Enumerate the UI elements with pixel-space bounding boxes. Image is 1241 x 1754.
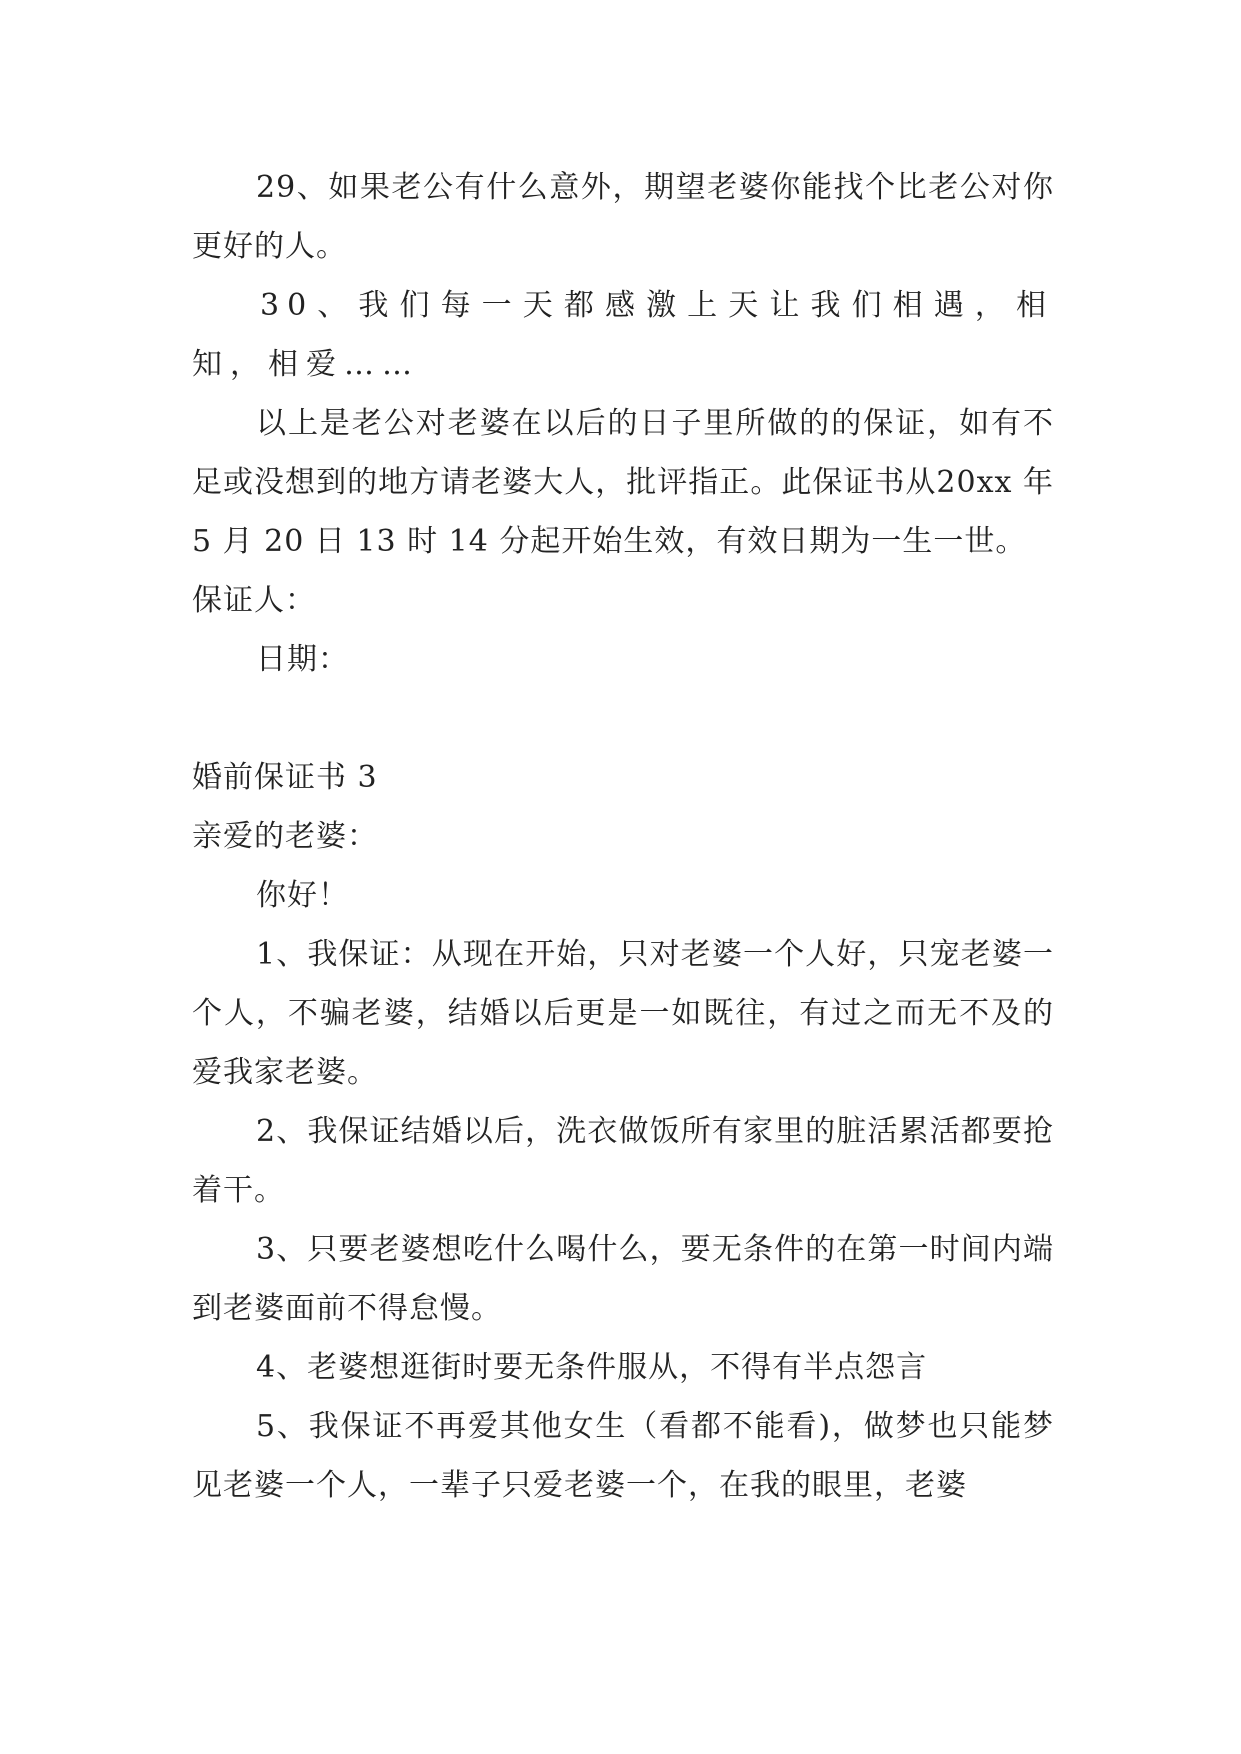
greeting: 你好！ (256, 878, 349, 913)
document-body (192, 158, 1054, 1515)
paragraph-item-30: 30、我们每一天都感激上天让我们相遇，相知，相爱…… (192, 288, 1054, 382)
list-item: 1、我保证：从现在开始，只对老婆一个人好，只宠老婆一个人，不骗老婆，结婚以后更是一如既往，有过之而无不及的爱我家老婆。 (192, 937, 1054, 1090)
salutation: 亲爱的老婆： (192, 819, 378, 854)
paragraph-item-29: 29、如果老公有什么意外，期望老婆你能找个比老公对你更好的人。 (192, 170, 1054, 264)
paragraph-summary: 以上是老公对老婆在以后的日子里所做的的保证，如有不足或没想到的地方请老婆大人，批评指正。此保证书从20xx 年 5 月 20 日 13 时 14 分起开始生效，有效日期为一生一世。 (192, 406, 1054, 559)
date-label: 日期： (256, 642, 349, 677)
list-item: 2、我保证结婚以后，洗衣做饭所有家里的脏活累活都要抢着干。 (192, 1114, 1054, 1208)
list-item: 5、我保证不再爱其他女生（看都不能看)，做梦也只能梦见老婆一个人，一辈子只爱老婆一个，在我的眼里，老婆 (192, 1409, 1054, 1503)
list-item: 3、只要老婆想吃什么喝什么，要无条件的在第一时间内端到老婆面前不得怠慢。 (192, 1232, 1054, 1326)
list-item: 4、老婆想逛街时要无条件服从，不得有半点怨言 (256, 1350, 928, 1385)
section-title: 婚前保证书 3 (192, 760, 378, 795)
guarantor-label: 保证人： (192, 583, 316, 618)
blank-line (192, 689, 1054, 748)
